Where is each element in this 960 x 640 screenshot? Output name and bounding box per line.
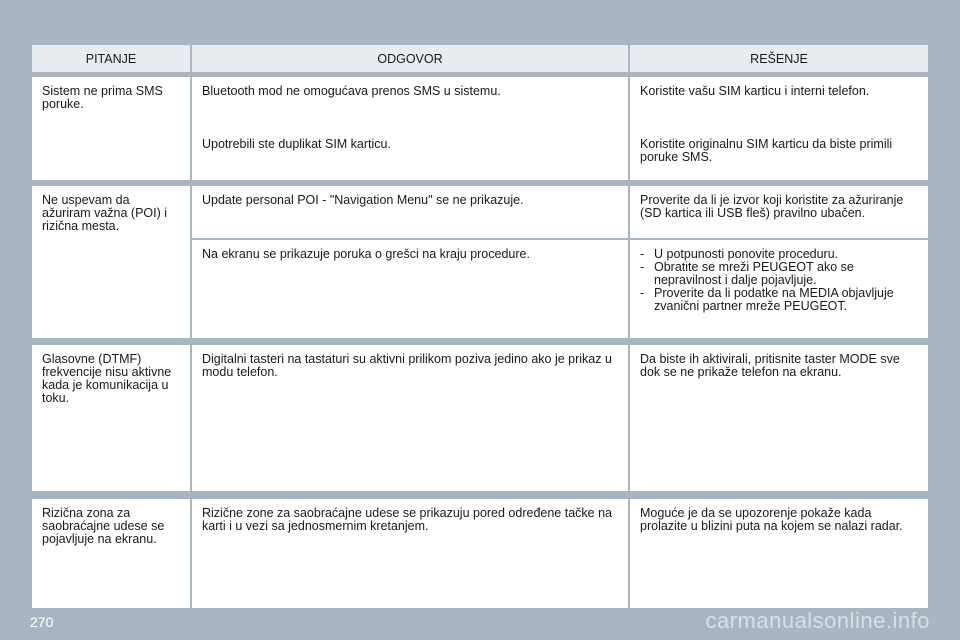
- row2-answer-1: Update personal POI - "Navigation Menu" se ne prikazuje.: [192, 186, 628, 238]
- row2-answer-2: Na ekranu se prikazuje poruka o grešci na kraju procedure.: [192, 240, 628, 338]
- list-item: - U potpunosti ponovite proceduru.: [640, 247, 839, 261]
- row4-solution: Moguće je da se upozorenje pokaže kada prolazite u blizini puta na kojem se nalazi radar.: [630, 499, 928, 608]
- list-item: - Proverite da li podatke na MEDIA objavljuje zvanični partner mreže PEUGEOT.: [640, 286, 894, 313]
- header-solution-label: REŠENJE: [750, 51, 808, 66]
- row1-answer-2: Upotrebili ste duplikat SIM karticu.: [202, 137, 391, 151]
- list-item: - Obratite se mreži PEUGEOT ako se nepravilnost i dalje pojavljuje.: [640, 260, 854, 287]
- header-answer: [192, 45, 628, 72]
- header-question-label: PITANJE: [85, 51, 137, 66]
- header-answer-label: ODGOVOR: [377, 51, 443, 66]
- row3-question: Glasovne (DTMF) frekvencije nisu aktivne kada je komunikacija u toku.: [32, 345, 190, 491]
- watermark: carmanualsonline.info: [705, 608, 930, 633]
- header-solution: [630, 45, 928, 72]
- row4-answer: Rizične zone za saobraćajne udese se prikazuju pored određene tačke na karti i u vezi sa jednosmernim kretanjem.: [192, 499, 628, 608]
- row2-solution-1: Proverite da li je izvor koji koristite za ažuriranje (SD kartica ili USB fleš) pravilno ubačen.: [630, 186, 928, 238]
- row1-solution-1: Koristite vašu SIM karticu i interni telefon.: [630, 77, 928, 180]
- row1-answer-1: Bluetooth mod ne omogućava prenos SMS u sistemu.: [192, 77, 628, 180]
- page-number: 270: [30, 614, 54, 630]
- row1-solution-2: Koristite originalnu SIM karticu da biste primili poruke SMS.: [640, 137, 893, 164]
- row4-question: Rizična zona za saobraćajne udese se pojavljuje na ekranu.: [32, 499, 190, 608]
- row2-solution-list: [630, 240, 928, 338]
- row2-question: Ne uspevam da ažuriram važna (POI) i rizična mesta.: [32, 186, 190, 338]
- row1-question: Sistem ne prima SMS poruke.: [32, 77, 190, 180]
- header-question: [32, 45, 190, 72]
- row3-solution: Da biste ih aktivirali, pritisnite taster MODE sve dok se ne prikaže telefon na ekranu.: [630, 345, 928, 491]
- row3-answer: Digitalni tasteri na tastaturi su aktivni prilikom poziva jedino ako je prikaz u modu telefon.: [192, 345, 628, 491]
